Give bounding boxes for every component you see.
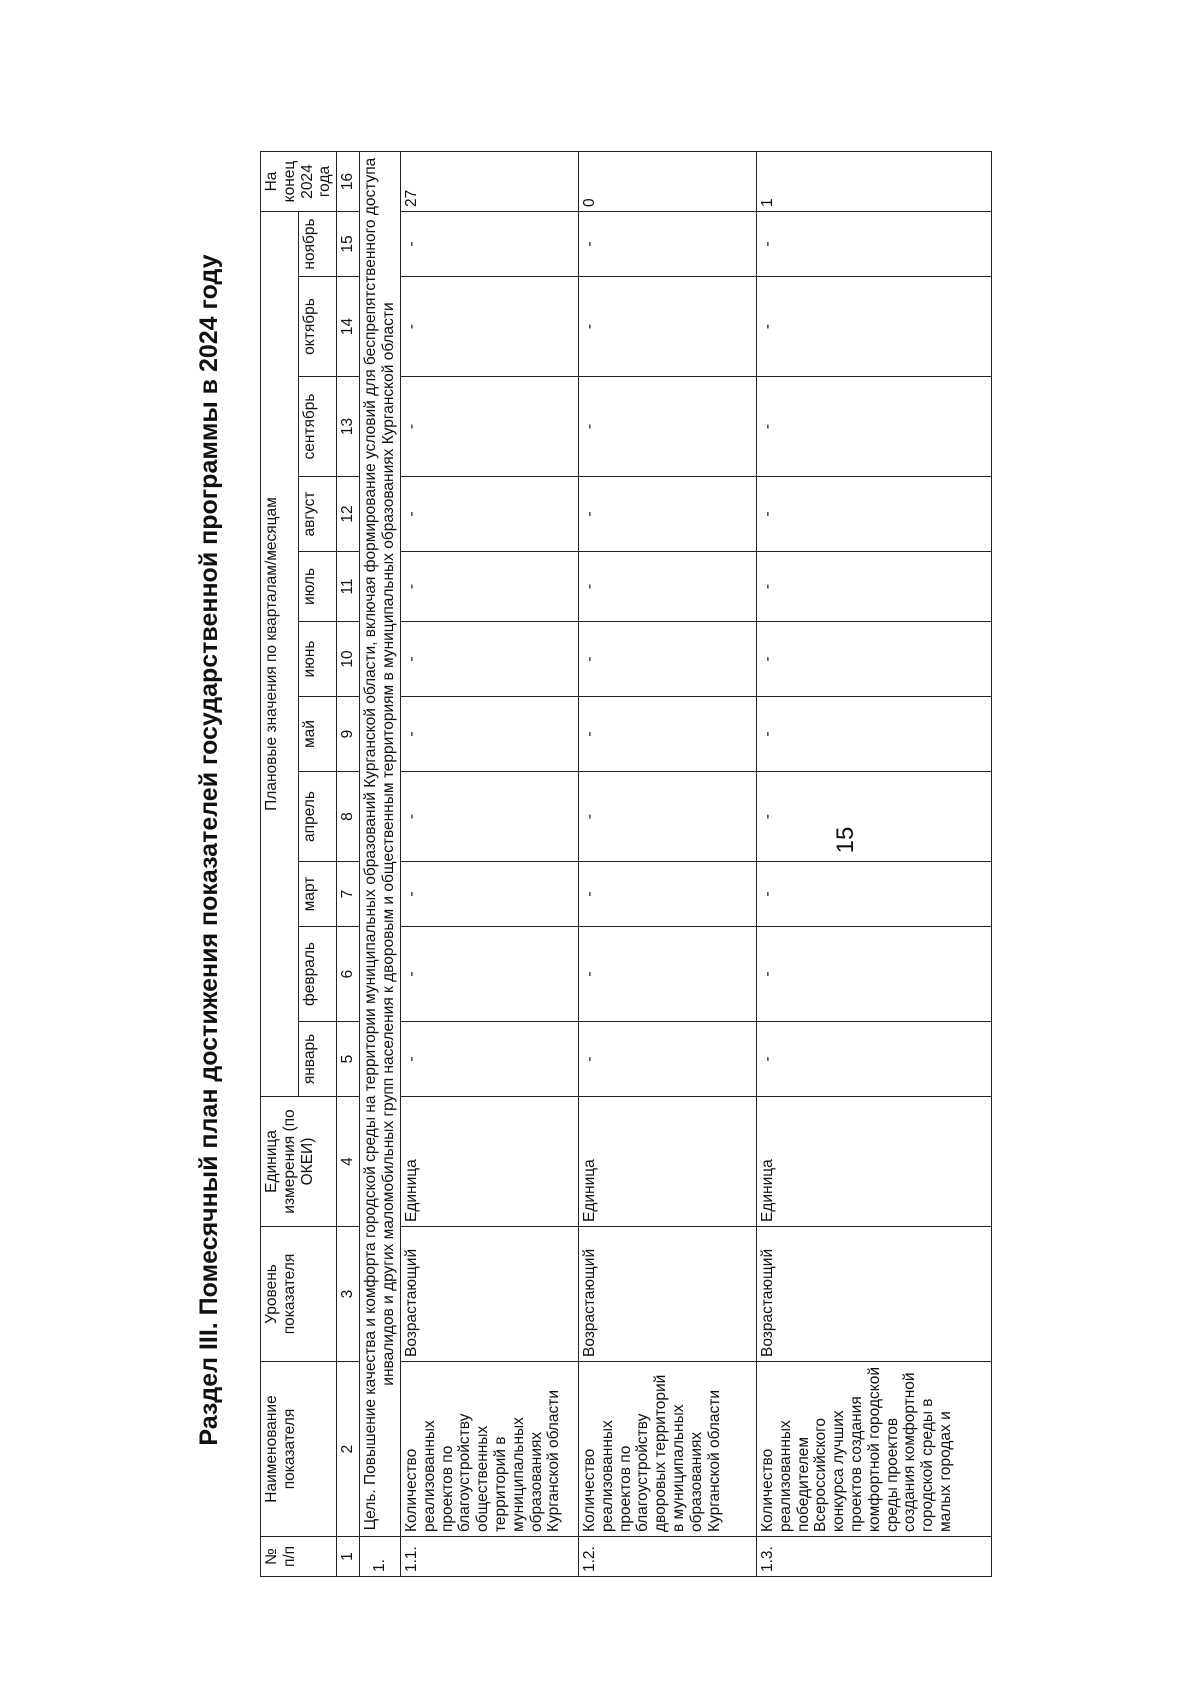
column-number: 8 bbox=[337, 772, 360, 862]
header-planned-values: Плановые значения по кварталам/месяцам bbox=[261, 212, 299, 1097]
header-month: март bbox=[299, 862, 337, 927]
header-month: сентябрь bbox=[299, 377, 337, 477]
row-month-value: - bbox=[756, 622, 991, 697]
row-year-end-value: 27 bbox=[400, 152, 578, 212]
row-month-value: - bbox=[756, 277, 991, 377]
row-level: Возрастающий bbox=[400, 1227, 578, 1362]
header-month: июль bbox=[299, 552, 337, 622]
row-month-value: - bbox=[400, 862, 578, 927]
column-number: 16 bbox=[337, 152, 360, 212]
row-year-end-value: 1 bbox=[756, 152, 991, 212]
row-month-value: - bbox=[578, 477, 756, 552]
column-number: 9 bbox=[337, 697, 360, 772]
header-level: Уровень показателя bbox=[261, 1227, 337, 1362]
column-number: 1 bbox=[337, 1537, 360, 1577]
header-name: Наименование показателя bbox=[261, 1362, 337, 1537]
column-number: 10 bbox=[337, 622, 360, 697]
row-unit: Единица bbox=[400, 1097, 578, 1227]
row-month-value: - bbox=[400, 697, 578, 772]
row-month-value: - bbox=[756, 772, 991, 862]
row-unit: Единица bbox=[578, 1097, 756, 1227]
row-indicator-name: Количество реализованных победителем Всероссийского конкурса лучших проектов создания комфортной городской среды проектов создания комфортной городской среды в малых городах и bbox=[756, 1362, 991, 1537]
header-row-1 bbox=[261, 152, 299, 1577]
row-month-value: - bbox=[578, 697, 756, 772]
column-number: 11 bbox=[337, 552, 360, 622]
row-unit: Единица bbox=[756, 1097, 991, 1227]
header-month: апрель bbox=[299, 772, 337, 862]
row-num: 1.3. bbox=[756, 1537, 991, 1577]
row-month-value: - bbox=[756, 477, 991, 552]
header-num: № п/п bbox=[261, 1537, 337, 1577]
column-number: 3 bbox=[337, 1227, 360, 1362]
column-numbers-row bbox=[337, 152, 360, 1577]
column-number: 2 bbox=[337, 1362, 360, 1537]
page-number: 15 bbox=[832, 826, 859, 854]
row-month-value: - bbox=[578, 212, 756, 277]
table-row bbox=[578, 152, 756, 1577]
column-number: 5 bbox=[337, 1022, 360, 1097]
row-month-value: - bbox=[578, 622, 756, 697]
row-month-value: - bbox=[578, 277, 756, 377]
row-month-value: - bbox=[578, 552, 756, 622]
row-month-value: - bbox=[578, 377, 756, 477]
row-month-value: - bbox=[400, 477, 578, 552]
row-month-value: - bbox=[578, 862, 756, 927]
row-month-value: - bbox=[400, 277, 578, 377]
row-indicator-name: Количество реализованных проектов по благоустройству общественных территорий в муниципальных образованиях Курганской области bbox=[400, 1362, 578, 1537]
header-month: май bbox=[299, 697, 337, 772]
row-month-value: - bbox=[400, 927, 578, 1022]
header-month: январь bbox=[299, 1022, 337, 1097]
row-month-value: - bbox=[578, 927, 756, 1022]
row-month-value: - bbox=[400, 377, 578, 477]
row-month-value: - bbox=[578, 772, 756, 862]
row-month-value: - bbox=[756, 552, 991, 622]
header-year-end: На конец 2024 года bbox=[261, 152, 337, 212]
row-month-value: - bbox=[400, 622, 578, 697]
column-number: 4 bbox=[337, 1097, 360, 1227]
row-level: Возрастающий bbox=[756, 1227, 991, 1362]
row-level: Возрастающий bbox=[578, 1227, 756, 1362]
row-month-value: - bbox=[400, 212, 578, 277]
header-month: август bbox=[299, 477, 337, 552]
table-row bbox=[400, 152, 578, 1577]
row-month-value: - bbox=[756, 377, 991, 477]
column-number: 7 bbox=[337, 862, 360, 927]
table-row bbox=[756, 152, 991, 1577]
header-month: ноябрь bbox=[299, 212, 337, 277]
row-month-value: - bbox=[756, 1022, 991, 1097]
header-month: февраль bbox=[299, 927, 337, 1022]
goal-num: 1. bbox=[360, 1537, 401, 1577]
row-month-value: - bbox=[756, 212, 991, 277]
row-num: 1.2. bbox=[578, 1537, 756, 1577]
row-year-end-value: 0 bbox=[578, 152, 756, 212]
header-unit: Единица измерения (по ОКЕИ) bbox=[261, 1097, 337, 1227]
indicators-table bbox=[260, 151, 992, 1577]
column-number: 13 bbox=[337, 377, 360, 477]
column-number: 12 bbox=[337, 477, 360, 552]
goal-text: Цель. Повышение качества и комфорта городской среды на территории муниципальных образований Курганской области, включая формирование условий для беспрепятственного доступа инвалидов и других маломобильных групп населения к дворовым и общественным территориям в муниципальных образованиях Курганской области bbox=[360, 152, 401, 1537]
goal-row bbox=[360, 152, 401, 1577]
row-num: 1.1. bbox=[400, 1537, 578, 1577]
page-title: Раздел III. Помесячный план достижения показателей государственной программы в 2024 году bbox=[195, 254, 223, 1446]
row-month-value: - bbox=[756, 927, 991, 1022]
column-number: 6 bbox=[337, 927, 360, 1022]
row-month-value: - bbox=[578, 1022, 756, 1097]
row-month-value: - bbox=[756, 862, 991, 927]
row-month-value: - bbox=[400, 772, 578, 862]
row-month-value: - bbox=[400, 552, 578, 622]
header-month: июнь bbox=[299, 622, 337, 697]
row-indicator-name: Количество реализованных проектов по благоустройству дворовых территорий в муниципальных образованиях Курганской области bbox=[578, 1362, 756, 1537]
column-number: 15 bbox=[337, 212, 360, 277]
row-month-value: - bbox=[400, 1022, 578, 1097]
column-number: 14 bbox=[337, 277, 360, 377]
header-month: октябрь bbox=[299, 277, 337, 377]
row-month-value: - bbox=[756, 697, 991, 772]
